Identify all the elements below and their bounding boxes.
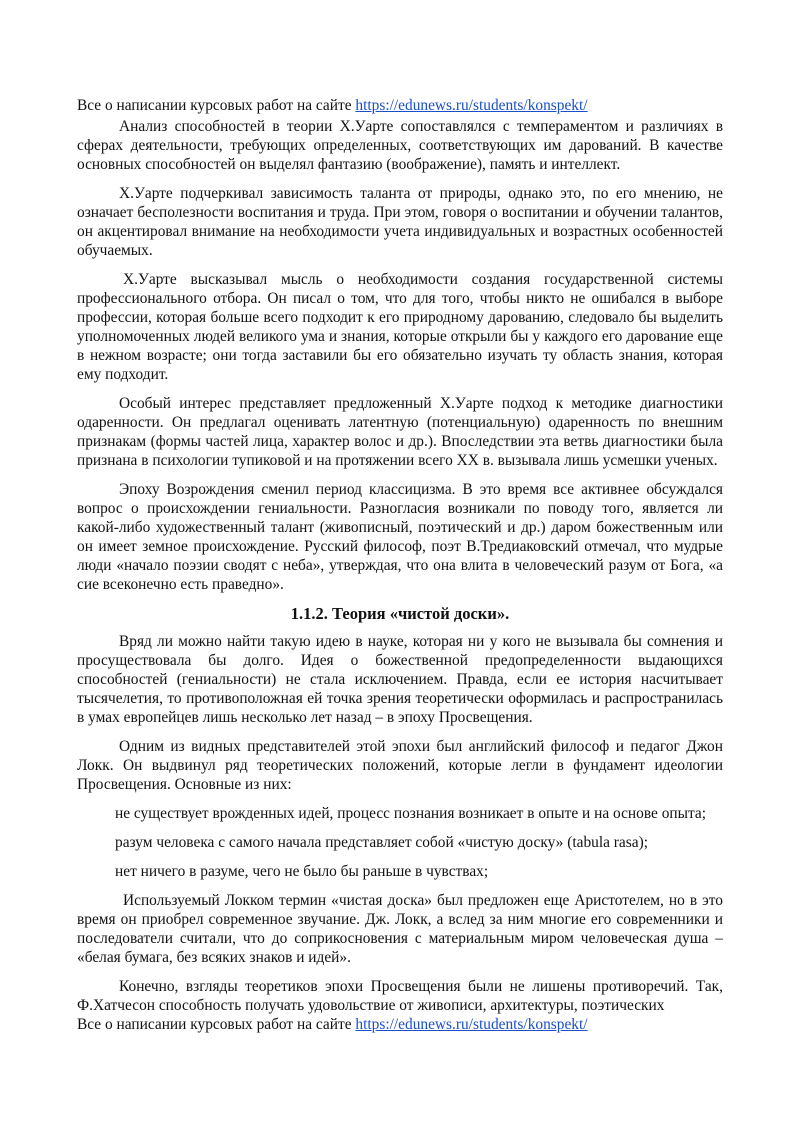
page-footer [77, 1015, 723, 1034]
paragraph: Эпоху Возрождения сменил период классицизма. В это время все активнее обсуждался вопрос о происхождении гениальности. Разногласия возникали по поводу того, является ли какой-либо художественный талант (живописный, поэтический и др.) даром божественным или он имеет земное происхождение. Русский философ, поэт В.Тредиаковский отмечал, что мудрые люди «начало поэзии сводят с неба», утверждая, что она влита в человеческий разум от Бога, «а сие всеконечно есть праведно». [77, 481, 723, 593]
section-title: 1.1.2. Теория «чистой доски». [290, 604, 510, 623]
header-text: Все о написании курсовых работ на сайте [77, 97, 356, 114]
footer-text: Все о написании курсовых работ на сайте [77, 1016, 356, 1033]
page-header [77, 96, 723, 115]
paragraph: Особый интерес представляет предложенный Х.Уарте подход к методике диагностики одаренности. Он предлагал оценивать латентную (потенциальную) одаренность по внешним признакам (формы частей лица, характер волос и др.). Впоследствии эта ветвь диагностики была признана в психологии тупиковой и на протяжении всего XX в. вызывала лишь усмешки ученых. [77, 395, 723, 469]
list-item: разум человека с самого начала представляет собой «чистую доску» (tabula rasa); [115, 834, 648, 851]
paragraph: Конечно, взгляды теоретиков эпохи Просвещения были не лишены противоречий. Так, Ф.Хатчесон способность получать удовольствие от живописи, архитектуры, поэтических [77, 978, 723, 1014]
footer-link[interactable]: https://edunews.ru/students/konspekt/ [355, 1016, 588, 1033]
paragraph: Вряд ли можно найти такую идею в науке, которая ни у кого не вызывала бы сомнения и просуществовала бы долго. Идея о божественной предопределенности выдающихся способностей (гениальности) не стала исключением. Правда, если ее история насчитывает тысячелетия, то противоположная ей точка зрения теоретически оформилась и распространилась в умах европейцев лишь несколько лет назад – в эпоху Просвещения. [77, 633, 723, 726]
paragraph: Х.Уарте высказывал мысль о необходимости создания государственной системы профессионального отбора. Он писал о том, что для того, чтобы никто не ошибался в выборе профессии, которая больше всего подходит к его природному дарованию, следовало бы выделить уполномоченных людей великого ума и знания, которые открыли бы у каждого его дарование еще в нежном возрасте; они тогда заставили бы его обязательно изучать ту область знания, которая ему подходит. [77, 271, 723, 383]
paragraph: Одним из видных представителей этой эпохи был английский философ и педагог Джон Локк. Он выдвинул ряд теоретических положений, которые легли в фундамент идеологии Просвещения. Основные из них: [77, 738, 723, 793]
list-item: не существует врожденных идей, процесс познания возникает в опыте и на основе опыта; [115, 805, 706, 822]
paragraph: Х.Уарте подчеркивал зависимость таланта от природы, однако это, по его мнению, не означает бесполезности воспитания и труда. При этом, говоря о воспитании и обучении талантов, он акцентировал внимание на необходимости учета индивидуальных и возрастных особенностей обучаемых. [77, 185, 723, 259]
document-page [77, 96, 723, 1034]
paragraph: Анализ способностей в теории Х.Уарте сопоставлялся с темпераментом и различиях в сферах деятельности, требующих определенных, соответствующих им дарований. В качестве основных способностей он выделял фантазию (воображение), память и интеллект. [77, 118, 723, 173]
list-item: нет ничего в разуме, чего не было бы раньше в чувствах; [115, 863, 489, 880]
paragraph: Используемый Локком термин «чистая доска» был предложен еще Аристотелем, но в это время он приобрел современное звучание. Дж. Локк, а вслед за ним многие его современники и последователи считали, что до соприкосновения с материальным миром человеческая душа – «белая бумага, без всяких знаков и идей». [77, 892, 723, 966]
header-link[interactable]: https://edunews.ru/students/konspekt/ [355, 97, 588, 114]
